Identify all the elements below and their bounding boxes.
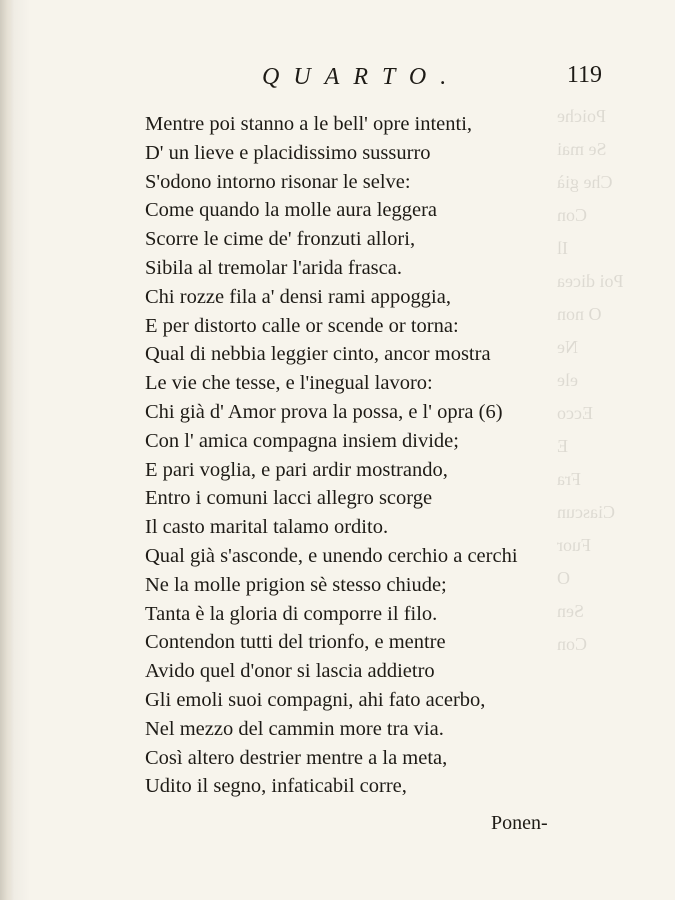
verse-line: Ne la molle prigion sè stesso chiude; — [145, 573, 447, 596]
page-number: 119 — [566, 62, 602, 88]
verse-line: S'odono intorno risonar le selve: — [145, 170, 411, 193]
verse-block — [145, 110, 595, 801]
verse-line: Qual già s'asconde, e unendo cerchio a cerchi — [145, 544, 518, 567]
show-through-bleed: Poiche Se mai Che già Con Il Poi dicea O non Ne ele Ecco E Fra Ciascun Fuor O Sen Con — [557, 106, 624, 654]
verse-line: Contendon tutti del trionfo, e mentre — [145, 631, 446, 654]
verse-line: Le vie che tesse, e l'inegual lavoro: — [145, 372, 433, 395]
verse-line: Tanta è la gloria di comporre il filo. — [145, 602, 438, 625]
page-header — [262, 62, 602, 92]
binding-gutter — [0, 0, 14, 900]
verse-line: Nel mezzo del cammin more tra via. — [145, 717, 444, 740]
running-head: QUARTO. — [262, 64, 461, 90]
verse-line: Scorre le cime de' fronzuti allori, — [145, 228, 416, 251]
verse-line: Chi già d' Amor prova la possa, e l' opra (6) — [145, 400, 503, 423]
verse-line: Con l' amica compagna insiem divide; — [145, 429, 459, 452]
catchword: Ponen- — [491, 812, 548, 834]
verse-line: Udito il segno, infaticabil corre, — [145, 775, 407, 798]
verse-line: Avido quel d'onor si lascia addietro — [145, 660, 435, 683]
verse-line: E pari voglia, e pari ardir mostrando, — [145, 458, 448, 481]
verse-line: Entro i comuni lacci allegro scorge — [145, 487, 433, 510]
verse-line: Chi rozze fila a' densi rami appoggia, — [145, 285, 451, 308]
verse-line: Sibila al tremolar l'arida frasca. — [145, 256, 402, 279]
verse-line: D' un lieve e placidissimo sussurro — [145, 141, 431, 164]
verse-line: Gli emoli suoi compagni, ahi fato acerbo, — [145, 688, 486, 711]
verse-line: Il casto marital talamo ordito. — [145, 516, 389, 539]
verse-line: Qual di nebbia leggier cinto, ancor mostra — [145, 343, 491, 366]
verse-line: Mentre poi stanno a le bell' opre intenti, — [145, 113, 473, 135]
verse-line: Così altero destrier mentre a la meta, — [145, 746, 448, 769]
verse-line: Come quando la molle aura leggera — [145, 199, 438, 222]
verse-line: E per distorto calle or scende or torna: — [145, 314, 459, 337]
